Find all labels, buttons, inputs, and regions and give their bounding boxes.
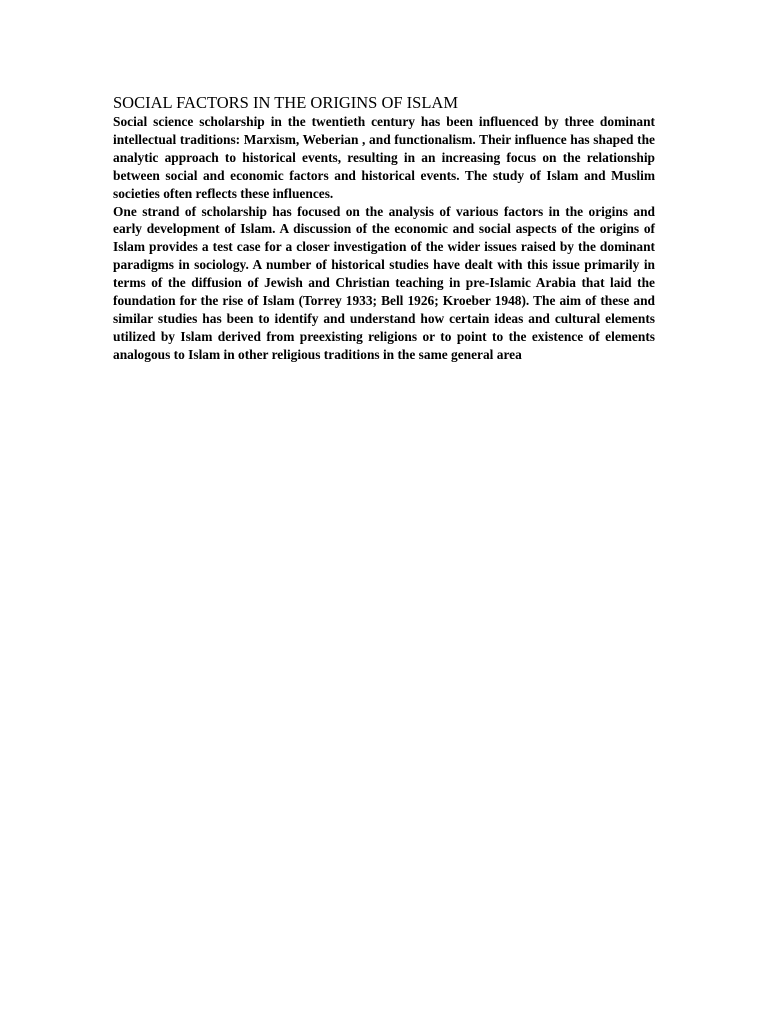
- document-title: SOCIAL FACTORS IN THE ORIGINS OF ISLAM: [113, 93, 459, 112]
- paragraph-2: One strand of scholarship has focused on the analysis of various factors in the origins and early development of Islam. A discussion of the economic and social aspects of the origins of Islam provides a test case for a closer investigation of the wider issues raised by the dominant paradigms in sociology. A number of historical studies have dealt with this issue primarily in terms of the diffusion of Jewish and Christian teaching in pre-Islamic Arabia that laid the foundation for the rise of Islam (Torrey 1933; Bell 1926; Kroeber 1948). The aim of these and similar studies has been to identify and understand how certain ideas and cultural elements utilized by Islam derived from preexisting religions or to point to the existence of elements analogous to Islam in other religious traditions in the same general area: [113, 203, 655, 362]
- paragraph-1: Social science scholarship in the twentieth century has been influenced by three dominant intellectual traditions: Marxism, Weberian , and functionalism. Their influence has shaped the analytic approach to historical events, resulting in an increasing focus on the relationship between social and economic factors and historical events. The study of Islam and Muslim societies often reflects these influences.: [113, 114, 655, 201]
- document-page: [113, 93, 655, 364]
